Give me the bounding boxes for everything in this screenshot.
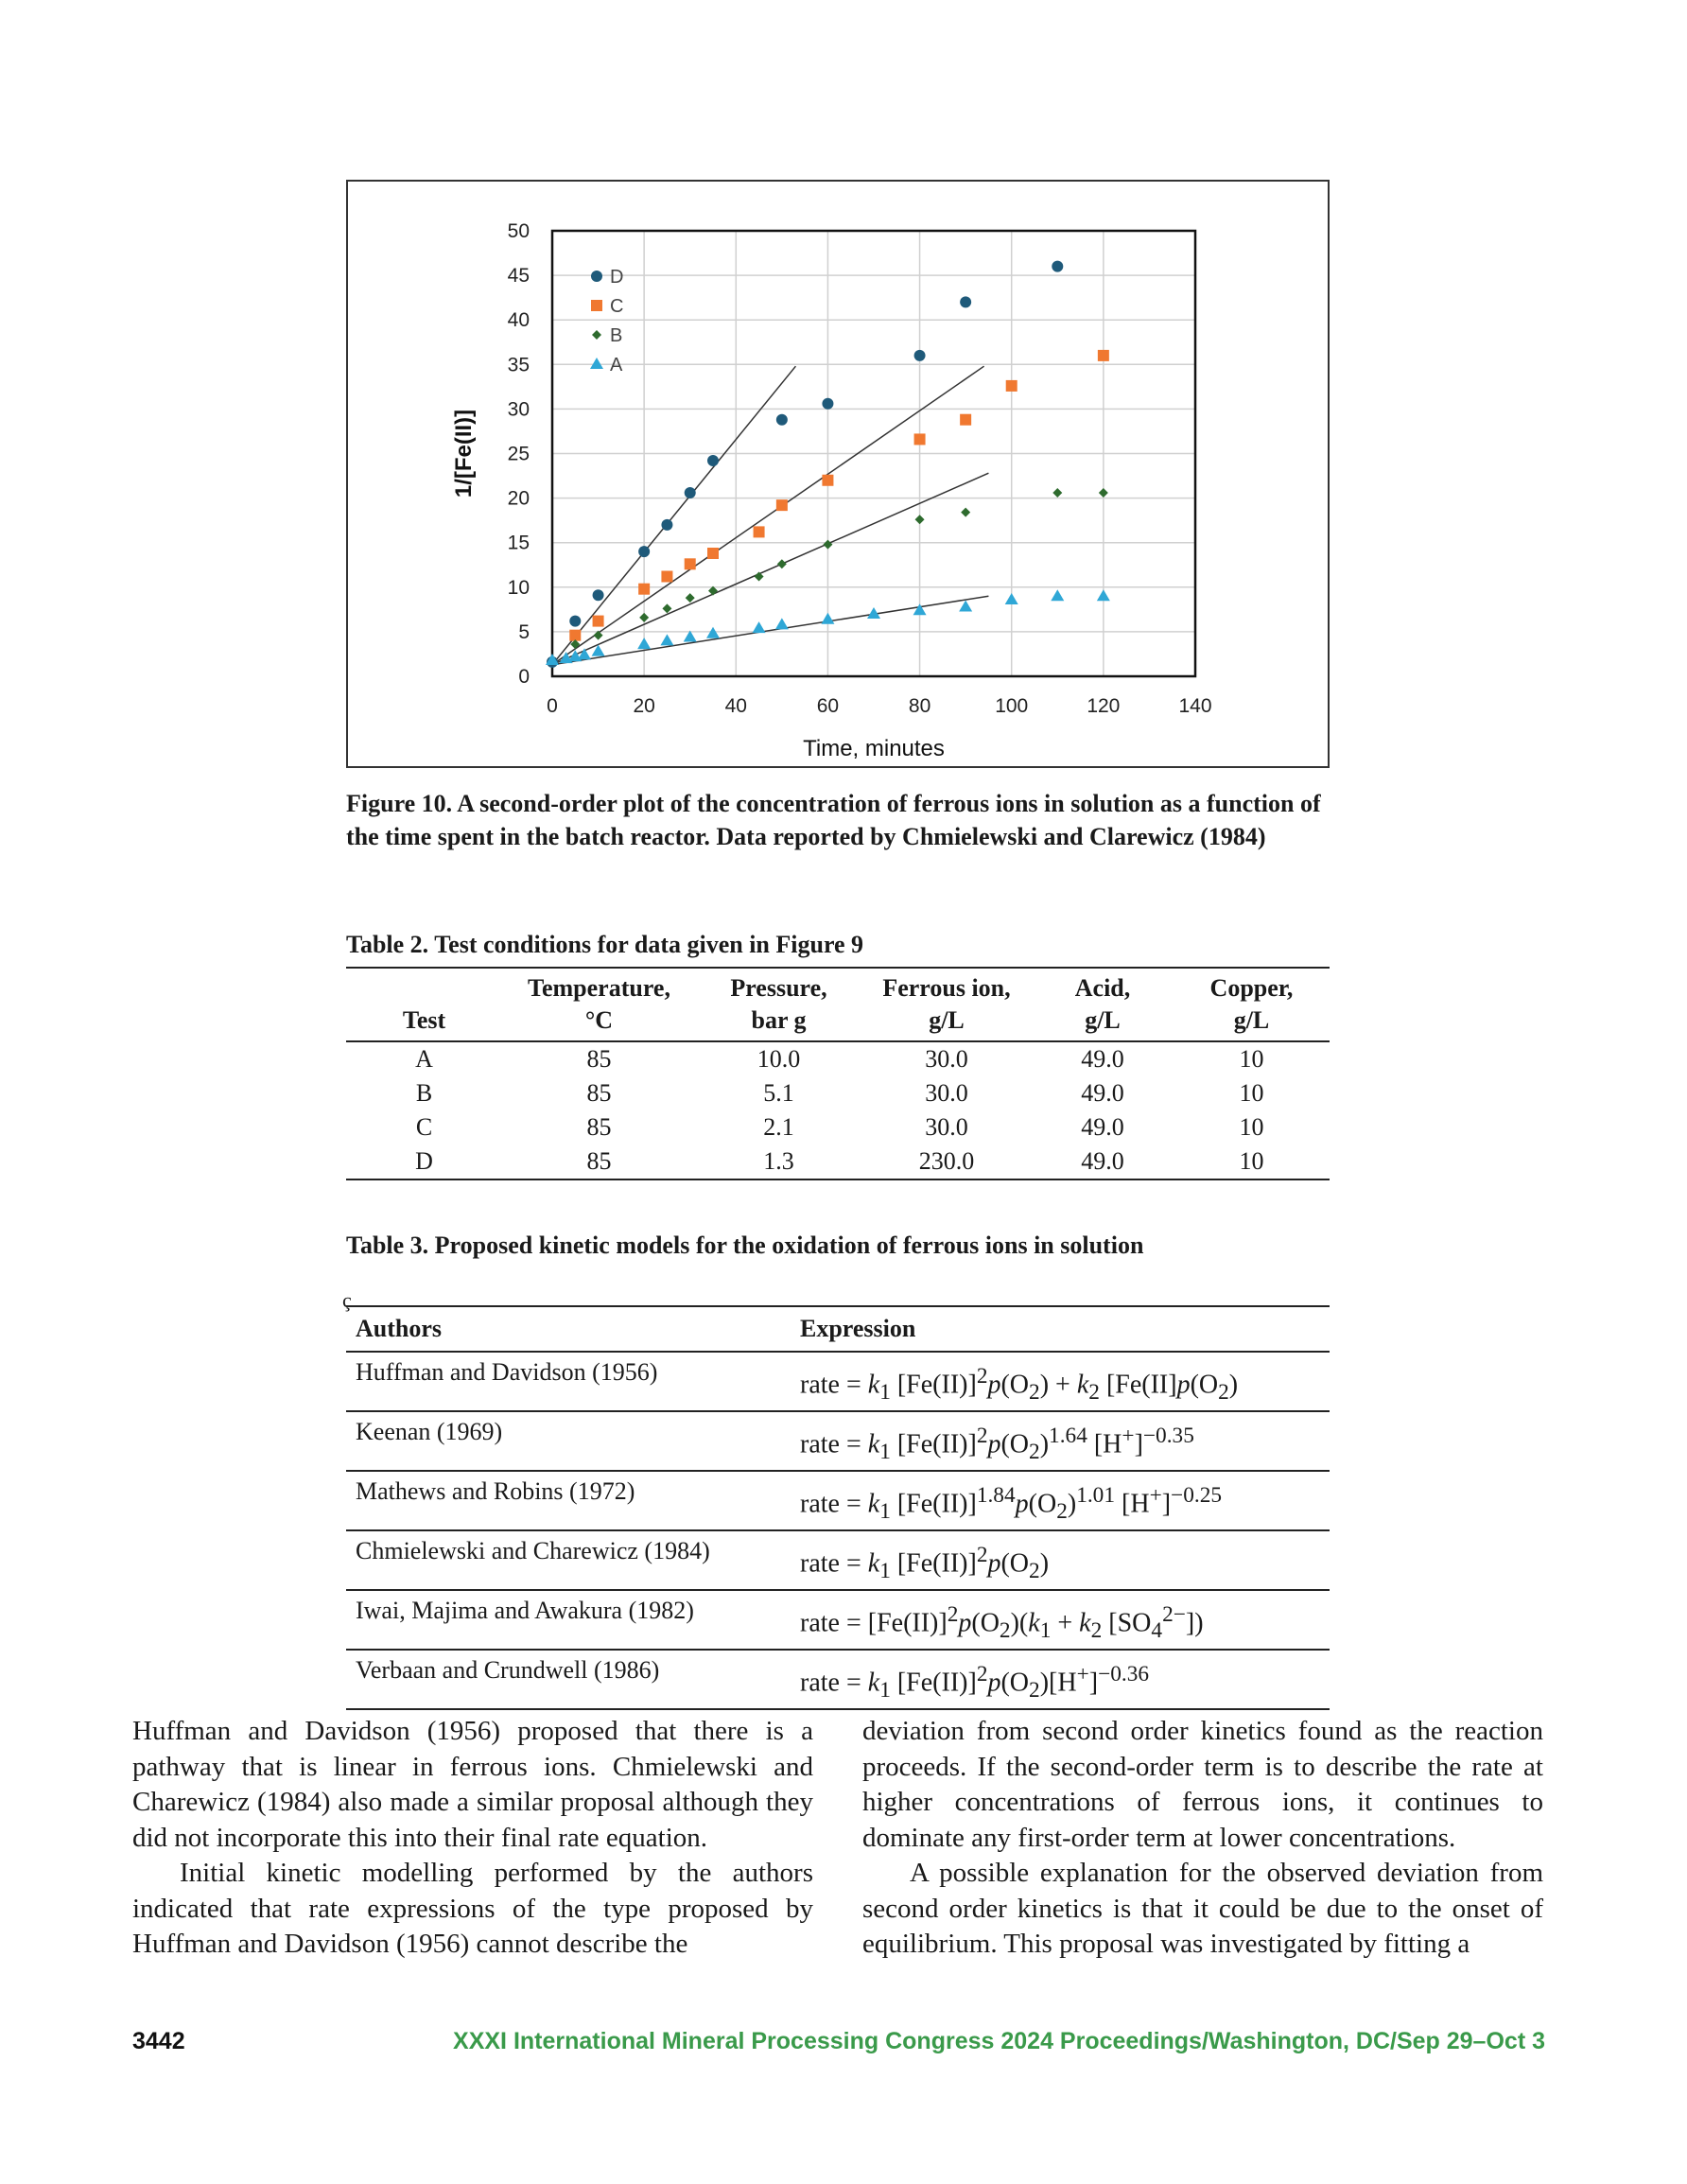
legend-marker-d bbox=[591, 271, 602, 282]
cell: 230.0 bbox=[918, 1147, 975, 1175]
header-expression: Expression bbox=[800, 1315, 916, 1342]
expression-cell: rate = $k_1$ $[Fe(II)]^2p(O_2) + k_2$ [$Fe(II]p(O_2)$ bbox=[800, 1364, 1239, 1405]
legend-label-a: A bbox=[610, 355, 623, 376]
cell: 10 bbox=[1239, 1079, 1264, 1107]
cell: 10 bbox=[1239, 1147, 1264, 1175]
expression-cell: rate = $[Fe(II)]^2p(O_2)(k_1 + k_2$ $[SO_4^{2-}]$) bbox=[800, 1602, 1204, 1643]
legend-marker-c bbox=[591, 300, 602, 311]
data-point-c bbox=[638, 584, 650, 595]
second-order-plot bbox=[348, 182, 1328, 766]
header-ferrous-ion: Ferrous ion, g/L bbox=[882, 974, 1011, 1034]
data-point-d bbox=[638, 546, 650, 557]
data-point-c bbox=[1098, 350, 1109, 361]
cell: B bbox=[415, 1079, 433, 1107]
y-tick-label: 10 bbox=[507, 576, 530, 599]
table-row bbox=[346, 1471, 1330, 1530]
data-point-d bbox=[822, 398, 833, 410]
table-row bbox=[346, 1590, 1330, 1650]
y-tick-label: 45 bbox=[507, 265, 530, 288]
figure-frame bbox=[346, 180, 1330, 768]
table-row bbox=[346, 1352, 1330, 1411]
header-copper: Copper, g/L bbox=[1209, 974, 1294, 1034]
x-tick-label: 100 bbox=[995, 695, 1029, 717]
x-tick-label: 140 bbox=[1178, 695, 1212, 717]
y-tick-label: 40 bbox=[507, 309, 530, 332]
cell: 49.0 bbox=[1081, 1045, 1124, 1073]
table-row bbox=[346, 1076, 1330, 1110]
paragraph: Initial kinetic modelling performed by the authors indicated that rate expressions of the type proposed by Huffman and Davidson (1956) cannot describe the bbox=[132, 1858, 813, 1959]
cell: 85 bbox=[586, 1147, 612, 1175]
data-point-d bbox=[685, 487, 696, 498]
body-right-column bbox=[862, 1714, 1543, 1963]
x-tick-label: 0 bbox=[547, 695, 558, 717]
data-point-d bbox=[776, 414, 788, 426]
legend-label-c: C bbox=[610, 296, 624, 317]
author-cell: Mathews and Robins (1972) bbox=[356, 1477, 635, 1505]
expression-cell: rate = $k_1$ $[Fe(II)]^{1.84}p(O_2)^{1.01}$ $[H^+]^{-0.25}$ bbox=[800, 1483, 1223, 1524]
table2-header-row bbox=[346, 968, 1330, 1041]
cell: A bbox=[415, 1045, 433, 1073]
header-authors: Authors bbox=[356, 1315, 443, 1342]
y-tick-label: 20 bbox=[507, 487, 530, 510]
cell: 49.0 bbox=[1081, 1113, 1124, 1141]
y-tick-label: 0 bbox=[518, 666, 530, 688]
cell: 1.3 bbox=[763, 1147, 794, 1175]
cell: 85 bbox=[586, 1079, 612, 1107]
cell: 5.1 bbox=[763, 1079, 794, 1107]
legend-label-b: B bbox=[610, 325, 623, 346]
cell: 85 bbox=[586, 1113, 612, 1141]
data-point-c bbox=[960, 414, 971, 426]
cell: 10.0 bbox=[757, 1045, 801, 1073]
data-point-c bbox=[707, 548, 719, 559]
author-cell: Keenan (1969) bbox=[356, 1418, 503, 1445]
data-point-d bbox=[1052, 261, 1063, 272]
cell: C bbox=[415, 1113, 433, 1141]
author-cell: Huffman and Davidson (1956) bbox=[356, 1358, 658, 1386]
y-tick-label: 15 bbox=[507, 532, 530, 554]
y-axis-title: 1/[Fe(II)] bbox=[451, 409, 477, 498]
paragraph: A possible explanation for the observed deviation from second order kinetics is that it could be due to the onset of equilibrium. This proposal was investigated by fitting a bbox=[862, 1858, 1543, 1959]
x-tick-label: 40 bbox=[724, 695, 747, 717]
expression-cell: rate = $k_1$ $[Fe(II)]^2p(O_2)$ bbox=[800, 1543, 1050, 1583]
figure-caption: Figure 10. A second-order plot of the concentration of ferrous ions in solution as a function of the time spent in the batch reactor. Data reported by Chmielewski and Clarewicz (1984) bbox=[346, 790, 1321, 850]
page-number: 3442 bbox=[132, 2028, 185, 2054]
data-point-c bbox=[776, 499, 788, 511]
paragraph: Huffman and Davidson (1956) proposed that there is a pathway that is linear in ferrous ions. Chmielewski and Charewicz (1984) also made a similar proposal although they did not incorporate this into their final rate equation. bbox=[132, 1716, 813, 1853]
x-tick-label: 120 bbox=[1087, 695, 1121, 717]
y-tick-label: 5 bbox=[518, 620, 530, 643]
author-cell: Verbaan and Crundwell (1986) bbox=[356, 1656, 660, 1684]
data-point-d bbox=[569, 616, 581, 627]
cell: 49.0 bbox=[1081, 1147, 1124, 1175]
header-acid: Acid, g/L bbox=[1074, 974, 1131, 1034]
data-point-c bbox=[569, 630, 581, 641]
y-tick-label: 35 bbox=[507, 354, 530, 376]
stray-mark: ç bbox=[342, 1288, 352, 1312]
table2 bbox=[346, 967, 1330, 1180]
data-point-d bbox=[960, 296, 971, 307]
author-cell: Chmielewski and Charewicz (1984) bbox=[356, 1537, 710, 1564]
table-row bbox=[346, 1144, 1330, 1179]
header-temperature: Temperature, °C bbox=[528, 974, 670, 1034]
data-point-c bbox=[685, 558, 696, 569]
table2-title: Table 2. Test conditions for data given in Figure 9 bbox=[346, 931, 864, 958]
paragraph: deviation from second order kinetics found as the reaction proceeds. If the second-order term is to describe the rate at higher concentrations of ferrous ions, it continues to dominate any first-order term at lower concentrations. bbox=[862, 1716, 1543, 1853]
expression-cell: rate = $k_1$ $[Fe(II)]^2p(O_2)[H^+]^{-0.36}$ bbox=[800, 1662, 1150, 1703]
table-row bbox=[346, 1530, 1330, 1590]
table-row bbox=[346, 1650, 1330, 1709]
table-row bbox=[346, 1041, 1330, 1076]
data-point-c bbox=[593, 616, 604, 627]
table3-title: Table 3. Proposed kinetic models for the oxidation of ferrous ions in solution bbox=[346, 1232, 1144, 1259]
legend-label-d: D bbox=[610, 267, 624, 288]
expression-cell: rate = $k_1$ $[Fe(II)]^2p(O_2)^{1.64}$ $[H^+]^{-0.35}$ bbox=[800, 1424, 1194, 1464]
cell: 30.0 bbox=[925, 1045, 968, 1073]
cell: 30.0 bbox=[925, 1113, 968, 1141]
cell: 10 bbox=[1239, 1045, 1264, 1073]
x-tick-label: 20 bbox=[633, 695, 655, 717]
cell: 10 bbox=[1239, 1113, 1264, 1141]
y-tick-label: 50 bbox=[507, 220, 530, 242]
x-tick-label: 80 bbox=[908, 695, 931, 717]
author-cell: Iwai, Majima and Awakura (1982) bbox=[356, 1597, 694, 1624]
data-point-d bbox=[914, 350, 926, 361]
y-tick-label: 25 bbox=[507, 443, 530, 465]
cell: 2.1 bbox=[763, 1113, 794, 1141]
cell: 85 bbox=[586, 1045, 612, 1073]
data-point-c bbox=[1006, 380, 1017, 392]
data-point-c bbox=[914, 433, 926, 445]
data-point-d bbox=[593, 589, 604, 601]
data-point-d bbox=[707, 455, 719, 466]
table-row bbox=[346, 1411, 1330, 1471]
header-test: Test bbox=[402, 1006, 446, 1034]
y-tick-label: 30 bbox=[507, 398, 530, 421]
table-row bbox=[346, 1110, 1330, 1144]
data-point-d bbox=[661, 519, 672, 531]
cell: 49.0 bbox=[1081, 1079, 1124, 1107]
header-pressure: Pressure, bar g bbox=[730, 974, 827, 1034]
cell: D bbox=[415, 1147, 433, 1175]
data-point-c bbox=[661, 570, 672, 582]
table3-header-row bbox=[346, 1306, 1330, 1352]
cell: 30.0 bbox=[925, 1079, 968, 1107]
x-tick-label: 60 bbox=[816, 695, 840, 717]
running-footer: XXXI International Mineral Processing Congress 2024 Proceedings/Washington, DC/Sep 29–Oct 3 bbox=[453, 2028, 1545, 2054]
body-left-column bbox=[132, 1714, 813, 1963]
x-axis-title: Time, minutes bbox=[803, 736, 945, 761]
table3 bbox=[346, 1305, 1330, 1710]
data-point-c bbox=[822, 475, 833, 486]
data-point-c bbox=[754, 526, 765, 537]
